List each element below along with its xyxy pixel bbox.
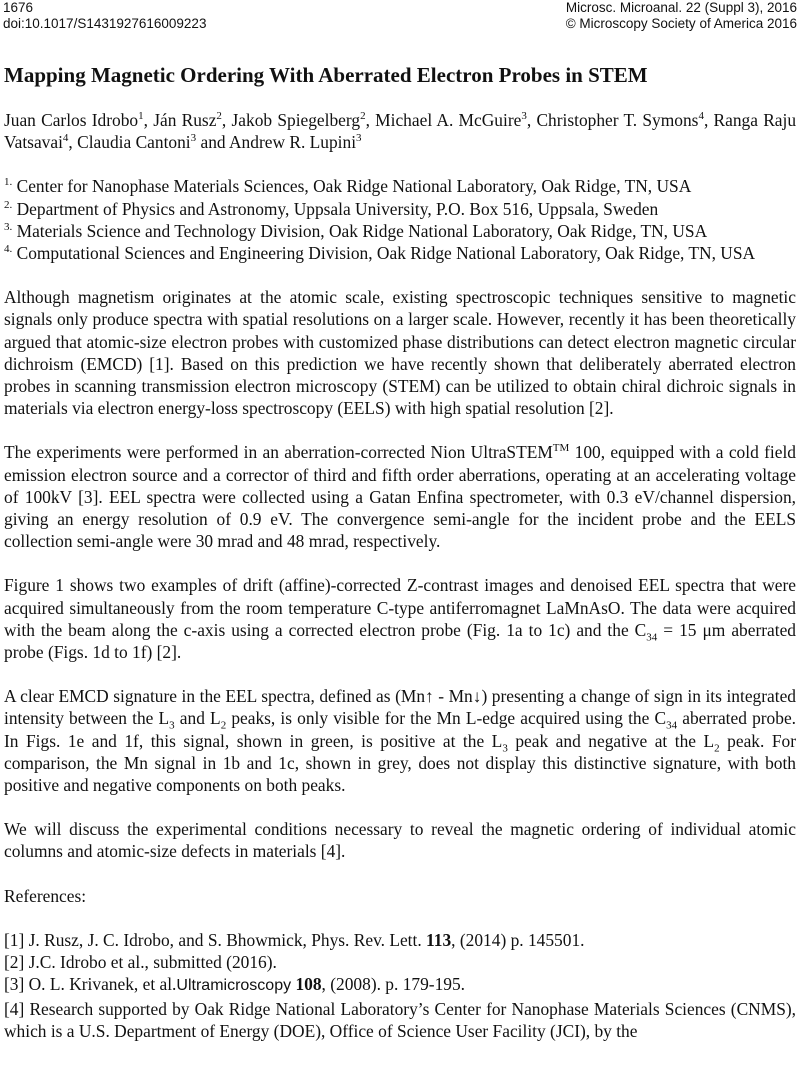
affiliation-item — [4, 175, 796, 197]
paragraph-4-text-f: peak. For comparison, the Mn signal in 1b and 1c, shown in grey, does not display this distinctive signature, with both positive and negative components on both peaks. — [4, 730, 796, 796]
affiliation-number: 4. — [4, 243, 13, 256]
paragraph-5-text: We will discuss the experimental conditions necessary to reveal the magnetic ordering of individual atomic columns and atomic-size defects in materials [4]. — [4, 819, 796, 862]
affiliation-text: Department of Physics and Astronomy, Uppsala University, P.O. Box 516, Uppsala, Sweden — [16, 198, 659, 219]
author-affiliation-sup: 3 — [356, 132, 362, 145]
paragraph-1-text: Although magnetism originates at the atomic scale, existing spectroscopic techniques sensitive to magnetic signals only produce spectra with spatial resolutions on a larger scale. However, recently it has been theoretically argued that atomic-size electron probes with customized phase distributions can detect electron magnetic circular dichroism (EMCD) [1]. Based on this prediction we have recently shown that deliberately aberrated electron probes in scanning transmission electron microscopy (STEM) can be utilized to obtain chiral dichroic signals in materials via electron energy-loss spectroscopy (EELS) with high spatial resolution [2]. — [4, 287, 796, 419]
author-name: Juan Carlos Idrobo — [4, 110, 139, 130]
affiliation-item — [4, 198, 796, 220]
affiliation-text: Center for Nanophase Materials Sciences, Oak Ridge National Laboratory, Oak Ridge, TN, USA — [16, 176, 692, 197]
reference-1-volume: 113 — [426, 929, 452, 950]
reference-4-text: [4] Research supported by Oak Ridge National Laboratory’s Center for Nanophase Materials Sciences (CNMS), which is a U.S. Department of Energy (DOE), Office of Science User Facility (JCI), by the — [4, 998, 796, 1041]
paragraph-4-text-a: A clear EMCD signature in the EEL spectra, defined as (Mn↑ - Mn↓) presenting a change of sign in its integrated intensity between the L — [4, 686, 796, 729]
reference-3 — [4, 973, 796, 997]
affiliation-number: 1. — [4, 176, 13, 189]
paragraph-3 — [4, 574, 796, 663]
reference-1-text-b: , (2014) p. 145501. — [451, 929, 585, 950]
author-affiliation-sup: 4 — [698, 110, 704, 123]
author-separator: , — [143, 110, 154, 130]
affiliation-item — [4, 220, 796, 242]
author-separator: , — [526, 110, 537, 130]
paragraph-2-text-b: 100, equipped with a cold field emission electron source and a corrector of third and fifth order aberrations, operating at an accelerating voltage of 100kV [3]. EEL spectra were collected using a Gatan Enfina spectrometer, with 0.3 eV/channel dispersion, giving an energy resolution of 0.9 eV. The convergence semi-angle for the incident probe and the EELS collection semi-angle were 30 mrad and 48 mrad, respectively. — [4, 442, 796, 552]
author-affiliation-sup: 1 — [138, 110, 144, 123]
reference-3-volume: 108 — [295, 974, 322, 995]
paragraph-1 — [4, 286, 796, 419]
reference-2-text: [2] J.C. Idrobo et al., submitted (2016). — [4, 952, 277, 973]
author-name: Jakob Spiegelberg — [231, 110, 361, 130]
reference-3-text-b: , (2008). p. 179-195. — [321, 974, 466, 995]
author-separator: , — [221, 110, 232, 130]
paragraph-4-text-e: peak and negative at the L — [507, 730, 715, 751]
paragraph-4-text-c: peaks, is only visible for the Mn L-edge acquired using the C — [226, 708, 667, 729]
paragraph-4-text-d: aberrated probe. In Figs. 1e and 1f, this signal, shown in green, is positive at the L — [4, 708, 797, 751]
paragraph-4 — [4, 685, 796, 796]
trademark-sup: TM — [552, 442, 570, 455]
reference-1-text-a: [1] J. Rusz, J. C. Idrobo, and S. Bhowmick, Phys. Rev. Lett. — [4, 929, 427, 950]
author-name: Claudia Cantoni — [77, 132, 191, 153]
author-name: Christopher T. Symons — [536, 110, 699, 130]
article-body — [4, 62, 796, 1042]
affiliation-number: 3. — [4, 221, 13, 234]
reference-4 — [4, 998, 796, 1042]
affiliation-text: Materials Science and Technology Division, Oak Ridge National Laboratory, Oak Ridge, TN, USA — [16, 220, 708, 241]
c34-sub: 34 — [646, 631, 658, 644]
affiliation-list — [4, 175, 796, 264]
reference-1 — [4, 929, 796, 951]
page-number: 1676 — [3, 0, 34, 15]
author-affiliation-sup: 3 — [190, 132, 197, 145]
author-name: Andrew R. Lupini — [229, 132, 357, 153]
doi: doi:10.1017/S1431927616009223 — [3, 16, 207, 31]
paragraph-5 — [4, 818, 796, 862]
affiliation-text: Computational Sciences and Engineering Division, Oak Ridge National Laboratory, Oak Ridge, TN, USA — [16, 243, 756, 264]
author-name: Michael A. McGuire — [375, 110, 522, 130]
journal-citation: Microsc. Microanal. 22 (Suppl 3), 2016 — [565, 0, 797, 15]
references-heading: References: — [4, 885, 87, 906]
article-title: Mapping Magnetic Ordering With Aberrated Electron Probes in STEM — [4, 63, 648, 87]
author-affiliation-sup: 2 — [216, 110, 222, 123]
page-header — [0, 0, 800, 34]
author-name: Ranga Raju Vatsavai — [4, 110, 797, 153]
author-name: Ján Rusz — [153, 110, 217, 130]
l3-sub-2: 3 — [502, 742, 508, 755]
reference-3-journal: Ultramicroscopy — [176, 977, 292, 995]
affiliation-number: 2. — [4, 198, 13, 211]
author-separator: , — [365, 110, 376, 130]
author-affiliation-sup: 2 — [360, 110, 366, 123]
l2-sub-2: 2 — [714, 742, 720, 755]
author-list — [4, 109, 796, 153]
paragraph-2-text-a: The experiments were performed in an aberration-corrected Nion UltraSTEM — [4, 442, 553, 463]
reference-2 — [4, 951, 796, 973]
author-separator: and — [196, 132, 229, 153]
c34-sub-2: 34 — [666, 719, 678, 732]
author-separator: , — [68, 132, 78, 153]
paragraph-4-text-b: and L — [174, 708, 221, 729]
author-separator: , — [703, 110, 714, 130]
affiliation-item — [4, 242, 796, 264]
paragraph-3-text-b: = 15 μm aberrated probe (Figs. 1d to 1f) [2]. — [4, 619, 796, 663]
l2-sub: 2 — [220, 719, 227, 732]
reference-3-text-a: [3] O. L. Krivanek, et al. — [4, 974, 177, 995]
paragraph-3-text-a: Figure 1 shows two examples of drift (affine)-corrected Z-contrast images and denoised EEL spectra that were acquired simultaneously from the room temperature C-type antiferromagnet LaMnAsO. The data were acquired with the beam along the c-axis using a corrected electron probe (Fig. 1a to 1c) and the C — [4, 575, 796, 640]
paragraph-2 — [4, 441, 796, 552]
author-affiliation-sup: 4 — [62, 132, 69, 145]
author-affiliation-sup: 3 — [521, 110, 527, 123]
copyright: © Microscopy Society of America 2016 — [565, 16, 797, 31]
l3-sub: 3 — [169, 719, 175, 732]
